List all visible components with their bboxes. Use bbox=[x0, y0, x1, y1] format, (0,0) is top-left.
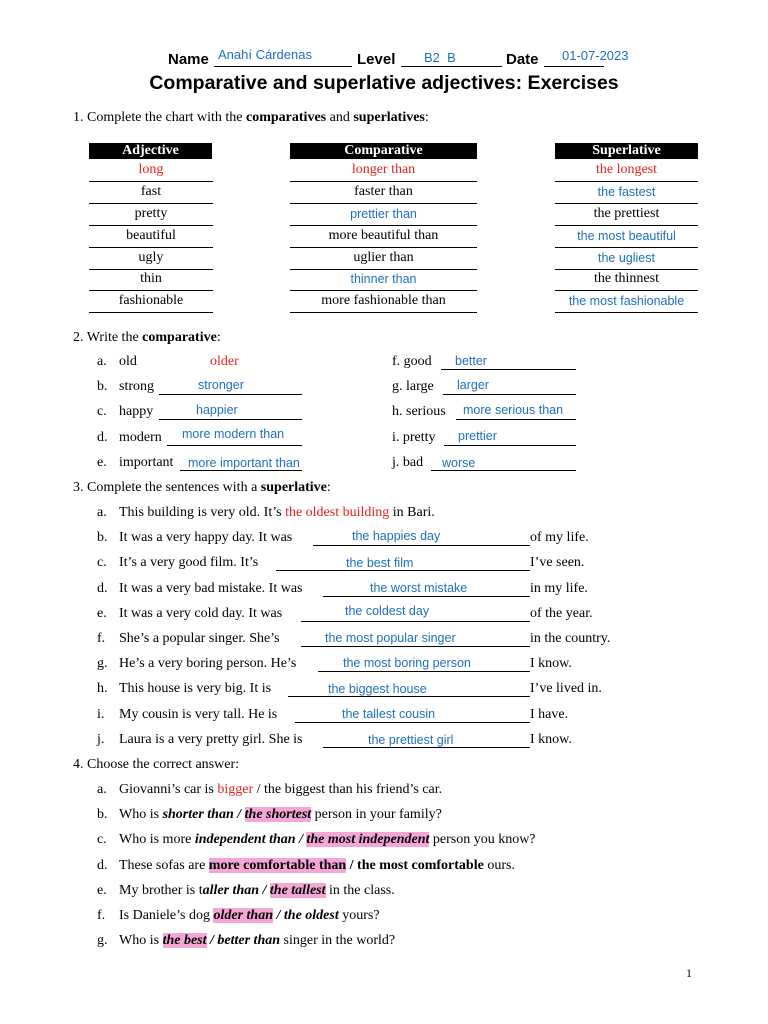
level-value[interactable]: B2 B bbox=[424, 50, 456, 65]
ex4-item-b bbox=[119, 807, 442, 823]
ex2-answer[interactable]: more important than bbox=[188, 456, 300, 470]
ex2-heading bbox=[73, 330, 221, 346]
ex2-word: j. bad bbox=[392, 455, 424, 470]
answer-line bbox=[301, 621, 530, 622]
cell-superlative-answer[interactable]: the ugliest bbox=[555, 248, 698, 270]
level-underline bbox=[401, 66, 502, 67]
answer-line bbox=[276, 570, 530, 571]
answer-line bbox=[431, 470, 576, 471]
ex4-text: Who is more bbox=[119, 832, 195, 847]
cell-superlative: the longest bbox=[555, 160, 698, 182]
answer-line bbox=[318, 671, 530, 672]
ex3-heading-colon: : bbox=[326, 480, 331, 495]
ex1-heading-text: 1. Complete the chart with the bbox=[73, 110, 247, 125]
ex3-after: I have. bbox=[530, 707, 569, 722]
ex3-before: This house is very big. It is bbox=[119, 681, 272, 696]
ex2-answer[interactable]: stronger bbox=[198, 378, 244, 392]
cell-comparative: longer than bbox=[290, 160, 477, 182]
ex4-text: person in your family? bbox=[311, 807, 442, 822]
ex3-letter: e. bbox=[97, 606, 107, 621]
ex3-after: of my life. bbox=[530, 530, 589, 545]
col-header-adjective: Adjective bbox=[89, 143, 212, 159]
ex3-example-before: This building is very old. It’s bbox=[119, 505, 286, 520]
ex2-letter: b. bbox=[97, 379, 108, 394]
cell-adjective: beautiful bbox=[89, 226, 213, 248]
ex1-heading-text-2: and bbox=[326, 110, 354, 125]
ex3-before: He’s a very boring person. He’s bbox=[119, 656, 297, 671]
cell-adjective: pretty bbox=[89, 204, 213, 226]
answer-line bbox=[180, 470, 302, 471]
col-header-superlative: Superlative bbox=[555, 143, 698, 159]
ex4-heading: 4. Choose the correct answer: bbox=[73, 757, 239, 772]
ex4-text: / the biggest than his friend’s car. bbox=[253, 782, 443, 797]
ex1-heading bbox=[73, 110, 429, 126]
ex3-after: I’ve lived in. bbox=[530, 681, 602, 696]
ex2-heading-text: 2. Write the bbox=[73, 330, 143, 345]
answer-line bbox=[443, 394, 576, 395]
ex3-answer[interactable]: the most boring person bbox=[343, 656, 471, 670]
ex4-letter: d. bbox=[97, 858, 108, 873]
ex3-before: It was a very cold day. It was bbox=[119, 606, 283, 621]
answer-line bbox=[323, 747, 530, 748]
answer-line bbox=[444, 445, 576, 446]
cell-adjective: long bbox=[89, 160, 213, 182]
ex2-word: happy bbox=[119, 404, 154, 419]
ex2-word: g. large bbox=[392, 379, 434, 394]
ex3-letter: h. bbox=[97, 681, 108, 696]
ex4-text: ours. bbox=[483, 858, 515, 873]
ex1-heading-bold-1: comparatives bbox=[246, 110, 327, 125]
ex3-before: It was a very happy day. It was bbox=[119, 530, 293, 545]
cell-comparative-answer[interactable]: thinner than bbox=[290, 269, 477, 291]
ex4-option[interactable]: independent than / bbox=[194, 832, 307, 847]
answer-line bbox=[288, 696, 530, 697]
ex3-answer[interactable]: the biggest house bbox=[328, 682, 427, 696]
page-number: 1 bbox=[686, 966, 692, 980]
ex4-option[interactable]: aller than / bbox=[202, 883, 270, 898]
answer-line bbox=[323, 596, 530, 597]
ex4-item-c bbox=[119, 832, 536, 848]
level-label: Level bbox=[357, 51, 396, 68]
answer-line bbox=[167, 445, 302, 446]
cell-comparative: more fashionable than bbox=[290, 291, 477, 313]
ex3-letter: d. bbox=[97, 581, 108, 596]
ex3-before: It was a very bad mistake. It was bbox=[119, 581, 303, 596]
answer-line bbox=[456, 419, 576, 420]
ex1-heading-bold-2: superlatives bbox=[353, 110, 425, 125]
ex2-word: old bbox=[119, 354, 137, 369]
ex2-heading-colon: : bbox=[216, 330, 221, 345]
ex3-before: It’s a very good film. It’s bbox=[119, 555, 259, 570]
ex3-answer[interactable]: the happies day bbox=[352, 529, 441, 543]
ex2-answer[interactable]: prettier bbox=[458, 429, 497, 443]
ex4-option[interactable]: / better than bbox=[206, 933, 281, 948]
ex4-text: yours? bbox=[338, 908, 380, 923]
cell-adjective: fashionable bbox=[89, 291, 213, 313]
ex4-option-selected[interactable]: the best bbox=[162, 933, 207, 948]
ex3-answer[interactable]: the best film bbox=[346, 556, 414, 570]
answer-line bbox=[301, 646, 530, 647]
ex3-answer[interactable]: the prettiest girl bbox=[368, 733, 454, 747]
ex2-letter: c. bbox=[97, 404, 107, 419]
ex4-text: Giovanni’s car is bbox=[119, 782, 218, 797]
ex1-heading-colon: : bbox=[424, 110, 429, 125]
ex2-answer[interactable]: happier bbox=[196, 403, 238, 417]
ex4-text: Is Daniele’s dog bbox=[119, 908, 214, 923]
ex2-answer-example: older bbox=[210, 354, 239, 369]
ex3-after: I’ve seen. bbox=[530, 555, 585, 570]
ex4-option-selected[interactable]: more comfortable than bbox=[208, 858, 347, 873]
ex4-letter: b. bbox=[97, 807, 108, 822]
ex3-letter: f. bbox=[97, 631, 106, 646]
ex2-answer[interactable]: larger bbox=[457, 378, 489, 392]
ex4-item-f bbox=[119, 908, 380, 924]
ex3-heading-bold: superlative bbox=[260, 480, 327, 495]
ex3-after: I know. bbox=[530, 732, 572, 747]
name-underline bbox=[214, 66, 352, 67]
ex2-word: i. pretty bbox=[392, 430, 436, 445]
ex2-answer[interactable]: better bbox=[455, 354, 487, 368]
ex4-item-d bbox=[119, 858, 515, 874]
date-value[interactable]: 01-07-2023 bbox=[562, 48, 629, 63]
ex3-letter: j. bbox=[97, 732, 105, 747]
ex4-text: Who is bbox=[119, 933, 163, 948]
ex4-text: person you know? bbox=[429, 832, 536, 847]
ex4-item-a bbox=[119, 782, 442, 798]
ex3-letter: g. bbox=[97, 656, 108, 671]
ex4-option[interactable]: shorter than / bbox=[162, 807, 245, 822]
ex2-letter: e. bbox=[97, 455, 107, 470]
answer-line bbox=[159, 394, 302, 395]
ex2-word: h. serious bbox=[392, 404, 446, 419]
cell-superlative-answer[interactable]: the most beautiful bbox=[555, 226, 698, 248]
ex3-after: I know. bbox=[530, 656, 572, 671]
ex4-option[interactable]: / the most comfortable bbox=[346, 858, 484, 873]
ex3-answer[interactable]: the most popular singer bbox=[325, 631, 456, 645]
cell-adjective: thin bbox=[89, 269, 213, 291]
ex3-before: She’s a popular singer. She’s bbox=[119, 631, 280, 646]
ex4-item-g bbox=[119, 933, 395, 949]
ex2-letter: d. bbox=[97, 430, 108, 445]
ex3-letter: i. bbox=[97, 707, 105, 722]
cell-comparative: faster than bbox=[290, 182, 477, 204]
ex3-example-answer: the oldest building bbox=[285, 505, 390, 520]
cell-superlative-answer[interactable]: the most fashionable bbox=[555, 291, 698, 313]
ex4-text: in the class. bbox=[325, 883, 395, 898]
name-label: Name bbox=[168, 51, 209, 68]
ex2-word: modern bbox=[119, 430, 162, 445]
ex2-answer[interactable]: more modern than bbox=[182, 427, 285, 441]
ex3-example-after: in Bari. bbox=[389, 505, 435, 520]
ex3-after: in the country. bbox=[530, 631, 611, 646]
ex2-heading-bold: comparative bbox=[142, 330, 217, 345]
answer-line bbox=[159, 419, 302, 420]
answer-line bbox=[313, 545, 530, 546]
cell-comparative: uglier than bbox=[290, 248, 477, 270]
cell-superlative-answer[interactable]: the fastest bbox=[555, 182, 698, 204]
ex3-letter: b. bbox=[97, 530, 108, 545]
ex3-before: Laura is a very pretty girl. She is bbox=[119, 732, 303, 747]
ex4-option[interactable]: / the oldest bbox=[273, 908, 339, 923]
page-title: Comparative and superlative adjectives: Exercises bbox=[149, 72, 619, 94]
ex4-option-selected[interactable]: the most independent bbox=[306, 832, 430, 847]
name-value[interactable]: Anahí Cárdenas bbox=[218, 47, 312, 62]
ex3-heading bbox=[73, 480, 331, 496]
ex2-word: f. good bbox=[392, 354, 432, 369]
ex2-word: important bbox=[119, 455, 174, 470]
ex4-option-selected[interactable]: older than bbox=[213, 908, 273, 923]
ex3-answer[interactable]: the worst mistake bbox=[370, 581, 468, 595]
ex3-example bbox=[119, 505, 435, 521]
date-underline bbox=[544, 66, 604, 67]
cell-comparative-answer[interactable]: prettier than bbox=[290, 204, 477, 226]
ex4-text: singer in the world? bbox=[280, 933, 396, 948]
ex4-letter: a. bbox=[97, 782, 107, 797]
ex4-text: My brother is t bbox=[119, 883, 203, 898]
ex4-answer-example: bigger bbox=[217, 782, 254, 797]
ex4-letter: f. bbox=[97, 908, 106, 923]
answer-line bbox=[441, 369, 576, 370]
ex3-letter: c. bbox=[97, 555, 107, 570]
ex2-answer[interactable]: more serious than bbox=[463, 403, 564, 417]
ex4-text: Who is bbox=[119, 807, 163, 822]
ex4-option-selected[interactable]: the tallest bbox=[269, 883, 326, 898]
ex3-answer[interactable]: the coldest day bbox=[345, 604, 430, 618]
ex2-word: strong bbox=[119, 379, 154, 394]
ex4-text: These sofas are bbox=[119, 858, 209, 873]
cell-superlative: the thinnest bbox=[555, 269, 698, 291]
ex4-item-e bbox=[119, 883, 395, 899]
ex3-before: My cousin is very tall. He is bbox=[119, 707, 278, 722]
ex4-option-selected[interactable]: the shortest bbox=[244, 807, 312, 822]
ex4-letter: g. bbox=[97, 933, 108, 948]
date-label: Date bbox=[506, 51, 539, 68]
ex4-letter: e. bbox=[97, 883, 107, 898]
ex3-after: in my life. bbox=[530, 581, 588, 596]
ex3-heading-text: 3. Complete the sentences with a bbox=[73, 480, 261, 495]
ex3-answer[interactable]: the tallest cousin bbox=[342, 707, 436, 721]
col-header-comparative: Comparative bbox=[290, 143, 477, 159]
ex3-after: of the year. bbox=[530, 606, 593, 621]
ex3-letter: a. bbox=[97, 505, 107, 520]
cell-adjective: fast bbox=[89, 182, 213, 204]
answer-line bbox=[295, 722, 530, 723]
cell-superlative: the prettiest bbox=[555, 204, 698, 226]
ex4-letter: c. bbox=[97, 832, 107, 847]
ex2-letter: a. bbox=[97, 354, 107, 369]
cell-adjective: ugly bbox=[89, 248, 213, 270]
cell-comparative: more beautiful than bbox=[290, 226, 477, 248]
ex2-answer[interactable]: worse bbox=[442, 456, 476, 470]
